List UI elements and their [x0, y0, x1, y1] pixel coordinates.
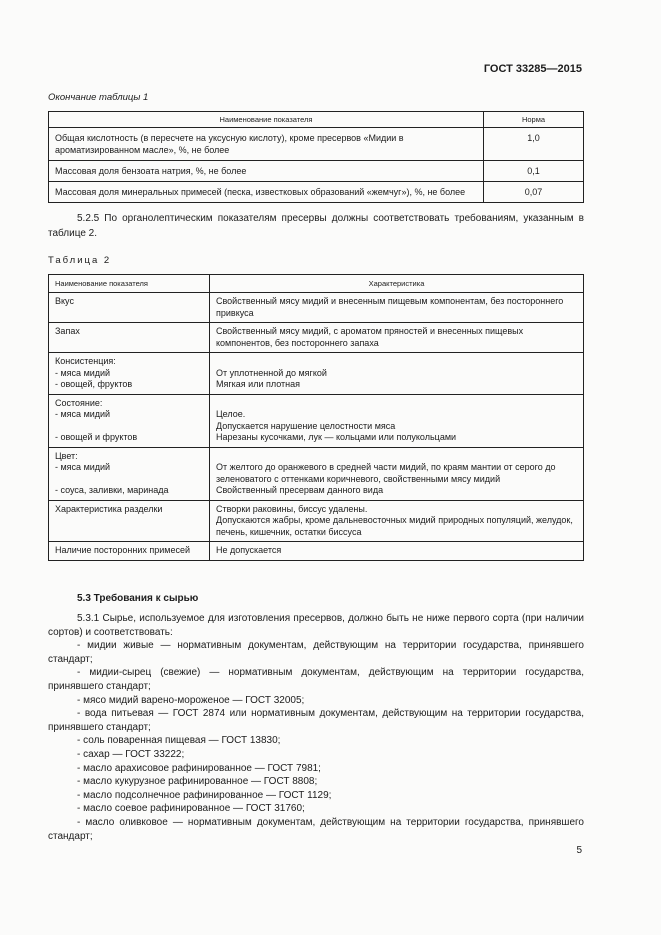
- table2-name-line: Цвет:: [55, 450, 78, 461]
- table2-name-line: Запах: [55, 326, 80, 336]
- table2-char-line: Не допускается: [216, 545, 282, 555]
- table2-cell-name: [49, 323, 210, 353]
- section-intro: 5.3.1 Сырье, используемое для изготовления пресервов, должно быть не ниже первого сорта (при наличии сортов) и соответствовать:: [48, 613, 584, 638]
- list-item: - масло подсолнечное рафинированное — ГОСТ 1129;: [77, 789, 332, 801]
- list-item: - сахар — ГОСТ 33222;: [77, 748, 185, 760]
- table2-header-char: Характеристика: [210, 275, 584, 293]
- list-item: - мидии живые — нормативным документам, действующим на территории государства, принявшего стандарт;: [48, 640, 584, 665]
- table2-name-line: Консистенция:: [55, 356, 116, 366]
- document-code: ГОСТ 33285—2015: [483, 63, 582, 75]
- table-row: [49, 353, 584, 395]
- table2-char-line: Нарезаны кусочками, лук — кольцами или полукольцами: [216, 432, 457, 442]
- table2-char-line: Свойственный пресервам данного вида: [216, 485, 384, 495]
- page-number: 5: [576, 845, 582, 856]
- table2-cell-name: [49, 542, 210, 561]
- table-row: [49, 161, 584, 182]
- table2-header-row: [49, 275, 584, 293]
- table1-cell-value: 1,0: [484, 128, 584, 161]
- table2-name-line: Наличие посторонних примесей: [55, 545, 191, 555]
- table1-header-row: [49, 112, 584, 128]
- section-content: [48, 612, 584, 843]
- table1-cell-name: Общая кислотность (в пересчете на уксусную кислоту), кроме пресервов «Мидии в ароматизированном масле», %, не более: [49, 128, 484, 161]
- table2-caption: Таблица 2: [48, 255, 112, 266]
- table2-cell-name: [49, 394, 210, 447]
- table2-name-line: Вкус: [55, 296, 74, 306]
- table2-char-line: Свойственный мясу мидий и внесенным пищевым компонентам, без постороннего привкуса: [216, 296, 564, 318]
- table2-char-line: [216, 398, 577, 410]
- table2-cell-char: [210, 447, 584, 500]
- table2-cell-name: [49, 447, 210, 500]
- table-row: [49, 128, 584, 161]
- table-row: [49, 293, 584, 323]
- table2-char-line: Мягкая или плотная: [216, 379, 300, 389]
- list-item: - мидии-сырец (свежие) — нормативным документам, действующим на территории государства, принявшего стандарт;: [48, 667, 584, 692]
- list-item: - масло арахисовое рафинированное — ГОСТ 7981;: [77, 762, 321, 774]
- table2-name-line: [55, 474, 203, 486]
- table1-cell-name: Массовая доля бензоата натрия, %, не более: [49, 161, 484, 182]
- table1-cell-value: 0,1: [484, 161, 584, 182]
- table1-cell-value: 0,07: [484, 182, 584, 203]
- table2-char-line: Допускаются жабры, кроме дальневосточных мидий природных популяций, желудок, печень, кишечник, остатки биссуса: [216, 515, 573, 537]
- table1-cell-name: Массовая доля минеральных примесей (песка, известковых образований «жемчуг»), %, не более: [49, 182, 484, 203]
- list-item: - мясо мидий варено-мороженое — ГОСТ 32005;: [77, 694, 305, 706]
- table2-cell-name: [49, 353, 210, 395]
- table2-char-line: Свойственный мясу мидий, с ароматом пряностей и внесенных пищевых компонентов, без постороннего запаха: [216, 326, 524, 348]
- table2: [48, 274, 584, 561]
- table2-char-line: От желтого до оранжевого в средней части мидий, по краям мантии от серого до зеленоватого с оттенками коричневого, свойственными мясу мидий: [216, 462, 556, 484]
- table2-cell-char: [210, 323, 584, 353]
- list-item: - масло кукурузное рафинированное — ГОСТ 8808;: [77, 776, 318, 788]
- table1-header-norm: Норма: [484, 112, 584, 128]
- table2-cell-char: [210, 353, 584, 395]
- table2-char-line: Створки раковины, биссус удалены.: [216, 503, 368, 514]
- table2-cell-name: [49, 500, 210, 542]
- table2-char-line: [216, 356, 577, 368]
- table2-name-line: Характеристика разделки: [55, 503, 163, 514]
- table2-name-line: - мяса мидий: [55, 367, 111, 378]
- table2-cell-name: [49, 293, 210, 323]
- table2-char-line: Допускается нарушение целостности мяса: [216, 420, 396, 431]
- table2-char-line: Целое.: [216, 409, 246, 419]
- table2-name-line: - соуса, заливки, маринада: [55, 485, 169, 495]
- list-item: - соль поваренная пищевая — ГОСТ 13830;: [77, 735, 281, 747]
- table2-char-line: От уплотненной до мягкой: [216, 367, 327, 378]
- table2-header-name: Наименование показателя: [49, 275, 210, 293]
- table2-name-line: - мяса мидий: [55, 462, 111, 472]
- table2-char-line: [216, 451, 577, 463]
- table2-name-line: Состояние:: [55, 397, 103, 408]
- table2-name-line: - овощей, фруктов: [55, 379, 133, 389]
- table-row: [49, 500, 584, 542]
- table-row: [49, 447, 584, 500]
- table2-name-line: - овощей и фруктов: [55, 432, 138, 442]
- table1-header-name: Наименование показателя: [49, 112, 484, 128]
- table2-cell-char: [210, 293, 584, 323]
- table2-body: [49, 293, 584, 561]
- list-item: - вода питьевая — ГОСТ 2874 или нормативным документам, действующим на территории государства, принявшего стандарт;: [48, 708, 584, 733]
- table-row: [49, 542, 584, 561]
- table1: [48, 111, 584, 203]
- table-row: [49, 323, 584, 353]
- requirements-list: [48, 639, 584, 843]
- table2-name-line: - мяса мидий: [55, 409, 111, 419]
- table2-name-line: [55, 421, 203, 433]
- list-item: - масло оливковое — нормативным документам, действующим на территории государства, принявшего стандарт;: [48, 816, 584, 842]
- section-title: 5.3 Требования к сырью: [77, 593, 199, 604]
- table-row: [49, 394, 584, 447]
- table2-cell-char: [210, 542, 584, 561]
- table1-caption: Окончание таблицы 1: [48, 92, 149, 103]
- list-item: - масло соевое рафинированное — ГОСТ 31760;: [77, 803, 305, 815]
- table2-cell-char: [210, 394, 584, 447]
- table2-cell-char: [210, 500, 584, 542]
- table-row: [49, 182, 584, 203]
- paragraph-5-2-5: 5.2.5 По органолептическим показателям пресервы должны соответствовать требованиям, указанным в таблице 2.: [48, 213, 584, 239]
